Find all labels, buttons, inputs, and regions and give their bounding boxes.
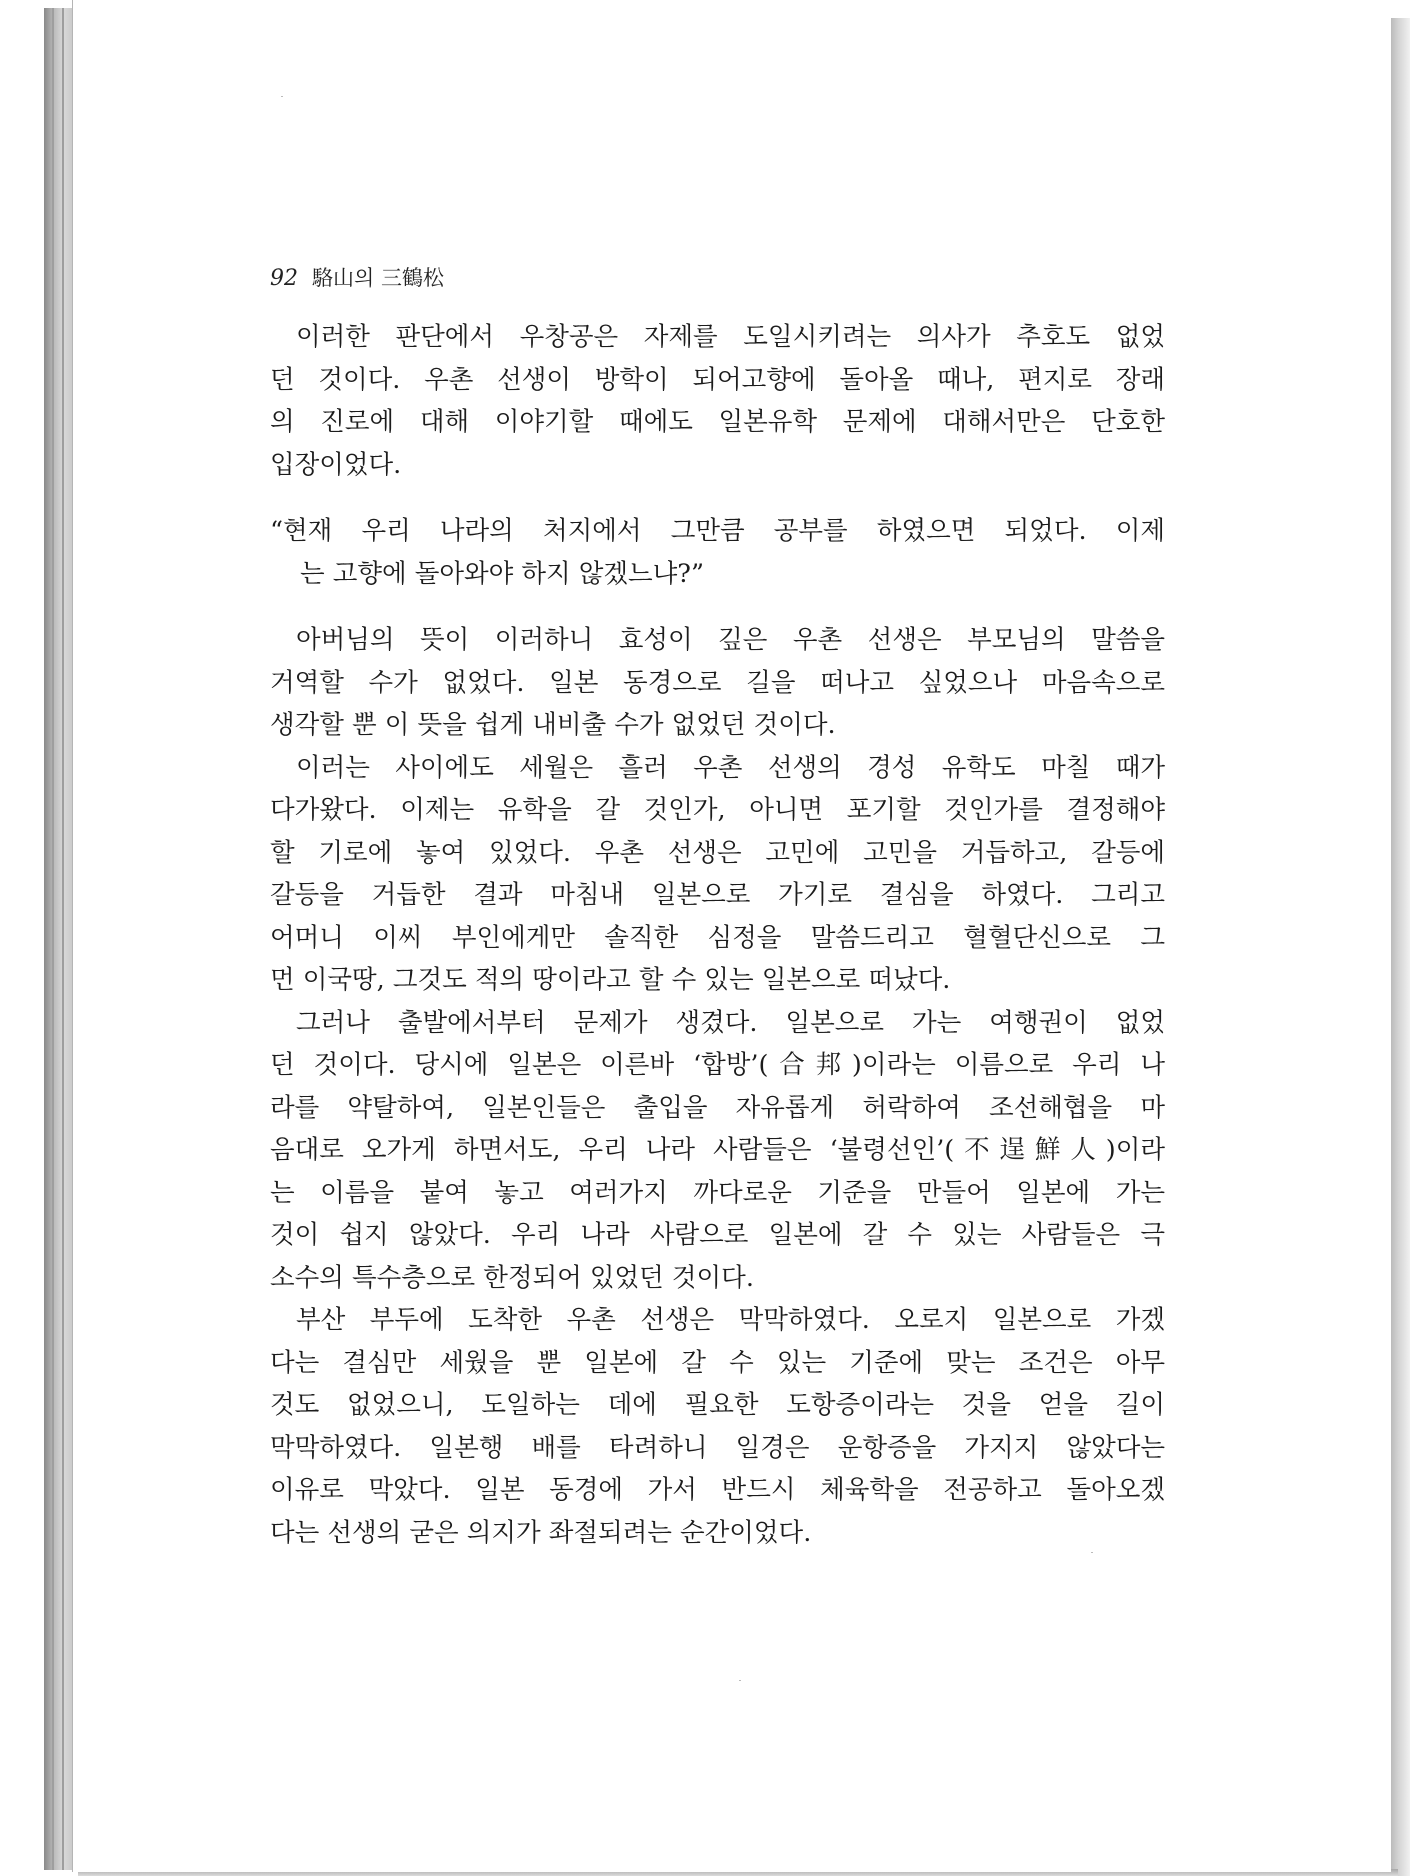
running-header (270, 262, 444, 292)
text-line: 입장이었다. (270, 449, 402, 480)
text-line: 아버님의 뜻이 이러하니 효성이 깊은 우촌 선생은 부모님의 말씀을 (296, 625, 1165, 655)
scan-speck (739, 1680, 741, 1681)
text-line: 소수의 특수층으로 한정되어 있었던 것이다. (270, 1262, 754, 1293)
text-line: 음대로 오가게 하면서도, 우리 나라 사람들은 ‘불령선인’(不逞鮮人)이라 (270, 1135, 1165, 1165)
text-line: 먼 이국땅, 그것도 적의 땅이라고 할 수 있는 일본으로 떠났다. (270, 965, 951, 995)
text-line: 라를 약탈하여, 일본인들은 출입을 자유롭게 허락하여 조선해협을 마 (270, 1092, 1165, 1123)
text-line: 이유로 막았다. 일본 동경에 가서 반드시 체육학을 전공하고 돌아오겠 (270, 1475, 1165, 1505)
text-line: 는 고향에 돌아와야 하지 않겠느냐?” (300, 558, 704, 589)
text-line: 부산 부두에 도착한 우촌 선생은 막막하였다. 오로지 일본으로 가겠 (296, 1305, 1165, 1335)
text-line: 이러는 사이에도 세월은 흘러 우촌 선생의 경성 유학도 마칠 때가 (296, 752, 1165, 783)
paragraph (270, 1002, 1165, 1300)
page-body (270, 316, 1165, 1554)
page-edge-stack (44, 8, 74, 1870)
text-line: “현재 우리 나라의 처지에서 그만큼 공부를 하였으면 되었다. 이제 (270, 516, 1165, 546)
text-line: 것이 쉽지 않았다. 우리 나라 사람으로 일본에 갈 수 있는 사람들은 극 (270, 1220, 1165, 1250)
text-line: 것도 없었으니, 도일하는 데에 필요한 도항증이라는 것을 얻을 길이 (270, 1390, 1165, 1420)
quotation-block (270, 510, 1165, 595)
text-line: 갈등을 거듭한 결과 마침내 일본으로 가기로 결심을 하였다. 그리고 (270, 880, 1165, 910)
text-line: 던 것이다. 당시에 일본은 이른바 ‘합방’(合邦)이라는 이름으로 우리 나 (270, 1050, 1165, 1080)
paragraph (270, 1299, 1165, 1554)
paragraph (270, 316, 1165, 486)
text-line: 생각할 뿐 이 뜻을 쉽게 내비출 수가 없었던 것이다. (270, 710, 836, 740)
paragraph (270, 747, 1165, 1002)
text-line: 막막하였다. 일본행 배를 타려하니 일경은 운항증을 가지지 않았다는 (270, 1432, 1165, 1463)
text-line: 다는 선생의 굳은 의지가 좌절되려는 순간이었다. (270, 1517, 812, 1548)
text-line: 다가왔다. 이제는 유학을 갈 것인가, 아니면 포기할 것인가를 결정해야 (270, 795, 1165, 825)
page-edge-line (52, 8, 54, 1870)
text-line: 다는 결심만 세웠을 뿐 일본에 갈 수 있는 기준에 맞는 조건은 아무 (270, 1347, 1165, 1378)
text-line: 그러나 출발에서부터 문제가 생겼다. 일본으로 가는 여행권이 없었 (296, 1007, 1165, 1038)
text-line: 의 진로에 대해 이야기할 때에도 일본유학 문제에 대해서만은 단호한 (270, 407, 1165, 437)
page-number: 92 (270, 266, 298, 291)
scan-speck (281, 96, 283, 97)
text-line: 어머니 이씨 부인에게만 솔직한 심정을 말씀드리고 혈혈단신으로 그 (270, 922, 1165, 953)
text-line: 는 이름을 붙여 놓고 여러가지 까다로운 기준을 만들어 일본에 가는 (270, 1177, 1165, 1208)
page-shadow-right (1388, 18, 1410, 1876)
text-line: 던 것이다. 우촌 선생이 방학이 되어고향에 돌아올 때나, 편지로 장래 (270, 364, 1165, 395)
text-line: 거역할 수가 없었다. 일본 동경으로 길을 떠나고 싶었으나 마음속으로 (270, 667, 1165, 698)
text-line: 이러한 판단에서 우창공은 자제를 도일시키려는 의사가 추호도 없었 (296, 322, 1165, 352)
page-edge-line (62, 8, 64, 1870)
text-line: 할 기로에 놓여 있었다. 우촌 선생은 고민에 고민을 거듭하고, 갈등에 (270, 837, 1165, 868)
book-title: 駱山의 三鶴松 (312, 266, 444, 290)
paragraph (270, 619, 1165, 747)
